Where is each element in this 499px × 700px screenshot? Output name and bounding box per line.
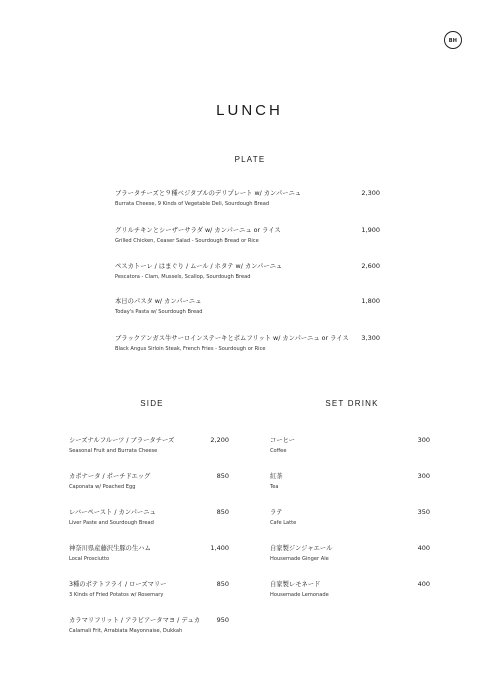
item-price: 850 bbox=[216, 472, 229, 480]
item-name-en: Grilled Chicken, Ceaser Salad - Sourdough Bread or Rice bbox=[115, 238, 259, 244]
item-price: 2,200 bbox=[210, 436, 229, 444]
item-name-en: Today's Pasta w/ Sourdough Bread bbox=[115, 309, 203, 315]
item-name-en: Black Angus Sirloin Steak, French Fries - Sourdough or Rice bbox=[115, 346, 266, 352]
item-name-jp: レバーペースト / カンパーニュ bbox=[69, 509, 156, 516]
item-price: 2,300 bbox=[361, 189, 380, 197]
item-price: 300 bbox=[417, 436, 430, 444]
brand-logo: BH bbox=[444, 31, 462, 49]
item-name-jp: シーズナルフルーツ / ブラータチーズ bbox=[69, 437, 175, 444]
item-price: 1,400 bbox=[210, 544, 229, 552]
item-name-jp: 自家製レモネード bbox=[270, 581, 321, 588]
item-name-jp: カラマリフリット / アラビアータマヨ / デュカ bbox=[69, 617, 201, 624]
item-price: 350 bbox=[417, 508, 430, 516]
item-price: 1,800 bbox=[361, 297, 380, 305]
item-name-jp: 紅茶 bbox=[270, 473, 283, 480]
plate-item bbox=[115, 262, 380, 282]
item-price: 300 bbox=[417, 472, 430, 480]
item-name-jp: 自家製ジンジャエール bbox=[270, 545, 333, 552]
item-price: 2,600 bbox=[361, 262, 380, 270]
item-price: 3,300 bbox=[361, 334, 380, 342]
item-name-jp: カポナータ / ポーチドエッグ bbox=[69, 473, 151, 480]
item-name-jp: ラテ bbox=[270, 509, 283, 516]
item-price: 850 bbox=[216, 508, 229, 516]
item-price: 1,900 bbox=[361, 226, 380, 234]
item-name-en: Local Prosciutto bbox=[69, 556, 110, 562]
page-title: LUNCH bbox=[216, 102, 283, 120]
item-name-en: Pescatora - Clam, Mussels, Scallop, Sourdough Bread bbox=[115, 274, 251, 280]
item-price: 400 bbox=[417, 580, 430, 588]
item-name-jp: コーヒー bbox=[270, 437, 295, 444]
item-name-jp: 神奈川県産藤沢生豚の生ハム bbox=[69, 545, 151, 552]
item-name-en: Housemade Lemonade bbox=[270, 592, 329, 598]
item-name-jp: ペスカトーレ / はまぐり / ムール / ホタテ w/ カンパーニュ bbox=[115, 263, 283, 270]
item-name-en: Caponata w/ Poached Egg bbox=[69, 484, 136, 490]
side-item bbox=[69, 580, 229, 600]
item-name-en: Cafe Latte bbox=[270, 520, 297, 526]
item-name-en: 3 Kinds of Fried Potatos w/ Rosemary bbox=[69, 592, 164, 598]
plate-heading: PLATE bbox=[234, 155, 266, 164]
item-name-en: Tea bbox=[270, 484, 279, 490]
plate-item bbox=[115, 189, 380, 209]
item-price: 850 bbox=[216, 580, 229, 588]
side-heading: SIDE bbox=[140, 399, 164, 408]
drink-item bbox=[270, 436, 430, 456]
item-name-jp: ブラックアンガス牛サーロインステーキとポムフリット w/ カンパーニュ or ライス bbox=[115, 335, 349, 342]
side-item bbox=[69, 436, 229, 456]
item-name-jp: グリルチキンとシーザーサラダ w/ カンパーニュ or ライス bbox=[115, 227, 281, 234]
side-item bbox=[69, 616, 229, 636]
side-item bbox=[69, 508, 229, 528]
plate-item bbox=[115, 297, 380, 317]
item-name-jp: 3種のポテトフライ / ローズマリー bbox=[69, 581, 167, 588]
item-name-en: Housemade Ginger Ale bbox=[270, 556, 329, 562]
item-name-en: Calamali Frit, Arrabiata Mayonnaise, Dukkah bbox=[69, 628, 183, 634]
drink-item bbox=[270, 472, 430, 492]
item-name-en: Liver Paste and Sourdough Bread bbox=[69, 520, 154, 526]
item-name-en: Coffee bbox=[270, 448, 287, 454]
item-name-jp: ブラータチーズと９種ベジタブルのデリプレート w/ カンパーニュ bbox=[115, 190, 302, 197]
item-name-en: Seasonal Fruit and Burrata Cheese bbox=[69, 448, 158, 454]
item-name-jp: 本日のパスタ w/ カンパーニュ bbox=[115, 298, 202, 305]
plate-item bbox=[115, 334, 380, 354]
drink-heading: SET DRINK bbox=[325, 399, 379, 408]
item-price: 950 bbox=[216, 616, 229, 624]
plate-item bbox=[115, 226, 380, 246]
item-name-en: Burrata Cheese, 9 Kinds of Vegetable Deli, Sourdough Bread bbox=[115, 201, 270, 207]
drink-item bbox=[270, 580, 430, 600]
drink-item bbox=[270, 508, 430, 528]
side-item bbox=[69, 544, 229, 564]
drink-item bbox=[270, 544, 430, 564]
item-price: 400 bbox=[417, 544, 430, 552]
side-item bbox=[69, 472, 229, 492]
